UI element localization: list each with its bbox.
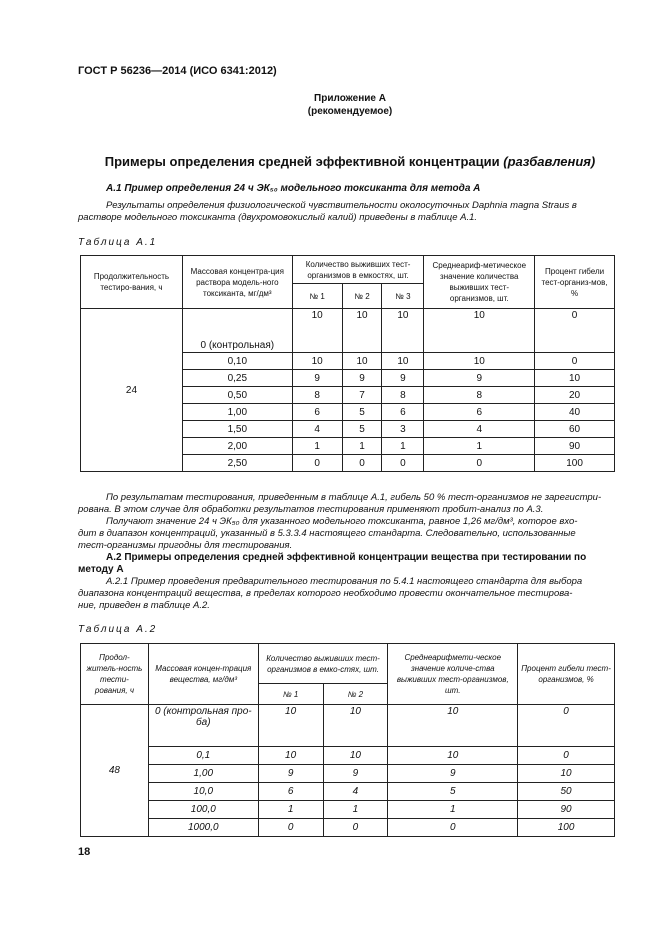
table-cell: 10 [292, 309, 342, 353]
table-cell: 0 [424, 455, 535, 472]
table-cell: 1 [258, 801, 323, 819]
table-cell: 9 [424, 370, 535, 387]
table-cell: 0 [518, 747, 615, 765]
after-table1-line3: Получают значение 24 ч ЭК₅₀ для указанного модельного токсиканта, равное 1,26 мг/дм³, которое вхо- [106, 516, 578, 527]
table-cell: 10 [342, 309, 382, 353]
main-title-italic: (разбавления) [503, 154, 596, 169]
table-cell: 10 [382, 309, 424, 353]
section-a2-text-line1: А.2.1 Пример проведения предварительного тестирования по 5.4.1 настоящего стандарта для выбора [106, 576, 583, 587]
table-cell: 1,00 [148, 765, 258, 783]
table-cell: 20 [535, 387, 615, 404]
table-cell: 9 [382, 370, 424, 387]
table-cell: 1 [424, 438, 535, 455]
table-a2 [80, 643, 615, 837]
table-cell: 10 [323, 747, 388, 765]
table1-caption: Таблица А.1 [78, 237, 158, 248]
table-cell: 8 [382, 387, 424, 404]
table-row [81, 747, 615, 765]
table-cell: 0 [518, 705, 615, 747]
table-cell: 2,50 [182, 455, 292, 472]
table-row [81, 783, 615, 801]
table1-header-survivors: Количество выживших тест-организмов в емкостях, шт. [292, 256, 424, 284]
table-cell: 10 [342, 353, 382, 370]
table-cell: 10 [388, 747, 518, 765]
table-cell: 1,50 [182, 421, 292, 438]
table-cell: 90 [535, 438, 615, 455]
main-title-text: Примеры определения средней эффективной концентрации [104, 154, 504, 169]
after-table1-line1: По результатам тестирования, приведенным в таблице А.1, гибель 50 % тест-организмов не зарегистри- [106, 492, 602, 503]
section-a2-text-line3: ние, приведен в таблице А.2. [78, 600, 210, 611]
table-cell: 9 [323, 765, 388, 783]
table-cell: 10 [388, 705, 518, 747]
section-a1-intro-line2: растворе модельного токсиканта (двухромовокислый калий) приведены в таблице А.1. [78, 212, 478, 223]
table2-duration-value: 48 [81, 705, 149, 837]
annex-subtitle: (рекомендуемое) [307, 106, 393, 117]
table1-header-concentration: Массовая концентра-ция раствора модель-ного токсиканта, мг/дм³ [182, 256, 292, 309]
section-a2-text-line2: диапазона концентраций вещества, в пределах которого необходимо провести окончательное тестирова- [78, 588, 573, 599]
table-cell: 0 [535, 353, 615, 370]
after-table1-line4: дит в диапазон концентраций, указанный в 5.3.3.4 настоящего стандарта. Следовательно, использованные [78, 528, 576, 539]
table2-header-concentration: Массовая концен-трация вещества, мг/дм³ [148, 644, 258, 705]
table-row [81, 801, 615, 819]
table-cell: 1 [342, 438, 382, 455]
table-row [81, 765, 615, 783]
table-cell: 0 [382, 455, 424, 472]
table2-header-duration: Продол-житель-ность тести-рования, ч [81, 644, 149, 705]
table-cell: 0 [292, 455, 342, 472]
table-cell: 6 [424, 404, 535, 421]
table-cell: 10 [535, 370, 615, 387]
table-cell: 10 [258, 747, 323, 765]
table1-header-mortality: Процент гибели тест-организ-мов, % [535, 256, 615, 309]
table-cell: 10 [382, 353, 424, 370]
table-cell: 5 [388, 783, 518, 801]
table-row [81, 309, 615, 353]
table-cell: 1000,0 [148, 819, 258, 837]
table2-header-mean: Среднеарифмети-ческое значение количе-ства выживших тест-организмов, шт. [388, 644, 518, 705]
table-cell: 100 [535, 455, 615, 472]
table-cell: 9 [258, 765, 323, 783]
table-cell: 40 [535, 404, 615, 421]
table2-caption: Таблица А.2 [78, 624, 158, 635]
table-cell: 9 [292, 370, 342, 387]
table-cell: 5 [342, 421, 382, 438]
table-cell: 2,00 [182, 438, 292, 455]
table1-header-mean: Среднеариф-метическое значение количества выживших тест-организмов, шт. [424, 256, 535, 309]
table-cell: 1,00 [182, 404, 292, 421]
table-cell: 4 [292, 421, 342, 438]
table1-header-vessel-2: № 2 [342, 284, 382, 309]
table-a1 [80, 255, 615, 472]
table-cell: 8 [424, 387, 535, 404]
table-cell: 9 [342, 370, 382, 387]
table-cell: 5 [342, 404, 382, 421]
table-cell: 50 [518, 783, 615, 801]
table-row [81, 819, 615, 837]
table-cell: 0,1 [148, 747, 258, 765]
page-number: 18 [78, 846, 91, 858]
table-cell: 6 [292, 404, 342, 421]
section-a2-heading-line1: А.2 Примеры определения средней эффективной концентрации вещества при тестировании по [106, 552, 587, 563]
table-cell: 10 [258, 705, 323, 747]
table-cell: 90 [518, 801, 615, 819]
table-cell: 10,0 [148, 783, 258, 801]
table-cell: 0 [342, 455, 382, 472]
table-cell: 10 [424, 353, 535, 370]
table-cell: 10 [518, 765, 615, 783]
table-cell: 1 [382, 438, 424, 455]
table-cell: 60 [535, 421, 615, 438]
table1-duration-value: 24 [81, 309, 183, 472]
table-row [81, 705, 615, 747]
after-table1-line2: рована. В этом случае для обработки результатов тестирования применяют пробит-анализ по А.3. [78, 504, 544, 515]
after-table1-line5: тест-организмы пригодны для тестирования. [78, 540, 293, 551]
table-cell: 0,10 [182, 353, 292, 370]
table2-header-vessel-1: № 1 [258, 684, 323, 705]
table-cell: 0 [388, 819, 518, 837]
table-cell: 7 [342, 387, 382, 404]
table-cell: 0,25 [182, 370, 292, 387]
table-cell: 6 [258, 783, 323, 801]
table-cell: 4 [424, 421, 535, 438]
table2-header-survivors: Количество выживших тест-организмов в емко-стях, шт. [258, 644, 388, 684]
table-cell: 6 [382, 404, 424, 421]
table-cell: 0 (контрольная) [182, 309, 292, 353]
table-cell: 0,50 [182, 387, 292, 404]
section-a1-intro-line1: Результаты определения физиологической чувствительности околосуточных Daphnia magna Straus в [106, 200, 577, 211]
table-cell: 100 [518, 819, 615, 837]
table-cell: 0 [258, 819, 323, 837]
table2-header-vessel-2: № 2 [323, 684, 388, 705]
section-a2-heading-line2: методу А [78, 564, 124, 575]
table-cell: 1 [292, 438, 342, 455]
main-title [80, 154, 620, 169]
table2-header-mortality: Процент гибели тест-организмов, % [518, 644, 615, 705]
standard-designation: ГОСТ Р 56236—2014 (ИСО 6341:2012) [78, 65, 277, 77]
table-cell: 100,0 [148, 801, 258, 819]
table-cell: 10 [323, 705, 388, 747]
table1-header-vessel-3: № 3 [382, 284, 424, 309]
table-cell: 0 [323, 819, 388, 837]
table-cell: 8 [292, 387, 342, 404]
table-cell: 1 [388, 801, 518, 819]
table-cell: 3 [382, 421, 424, 438]
table-cell: 0 [535, 309, 615, 353]
table-cell: 10 [424, 309, 535, 353]
table1-header-duration: Продолжительность тестиро-вания, ч [81, 256, 183, 309]
table-cell: 10 [292, 353, 342, 370]
table-cell: 4 [323, 783, 388, 801]
annex-title: Приложение А [314, 93, 386, 104]
table-cell: 0 (контрольная про-ба) [148, 705, 258, 747]
table-cell: 1 [323, 801, 388, 819]
section-a1-heading: А.1 Пример определения 24 ч ЭК₅₀ модельного токсиканта для метода А [106, 183, 481, 194]
table1-header-vessel-1: № 1 [292, 284, 342, 309]
table-cell: 9 [388, 765, 518, 783]
